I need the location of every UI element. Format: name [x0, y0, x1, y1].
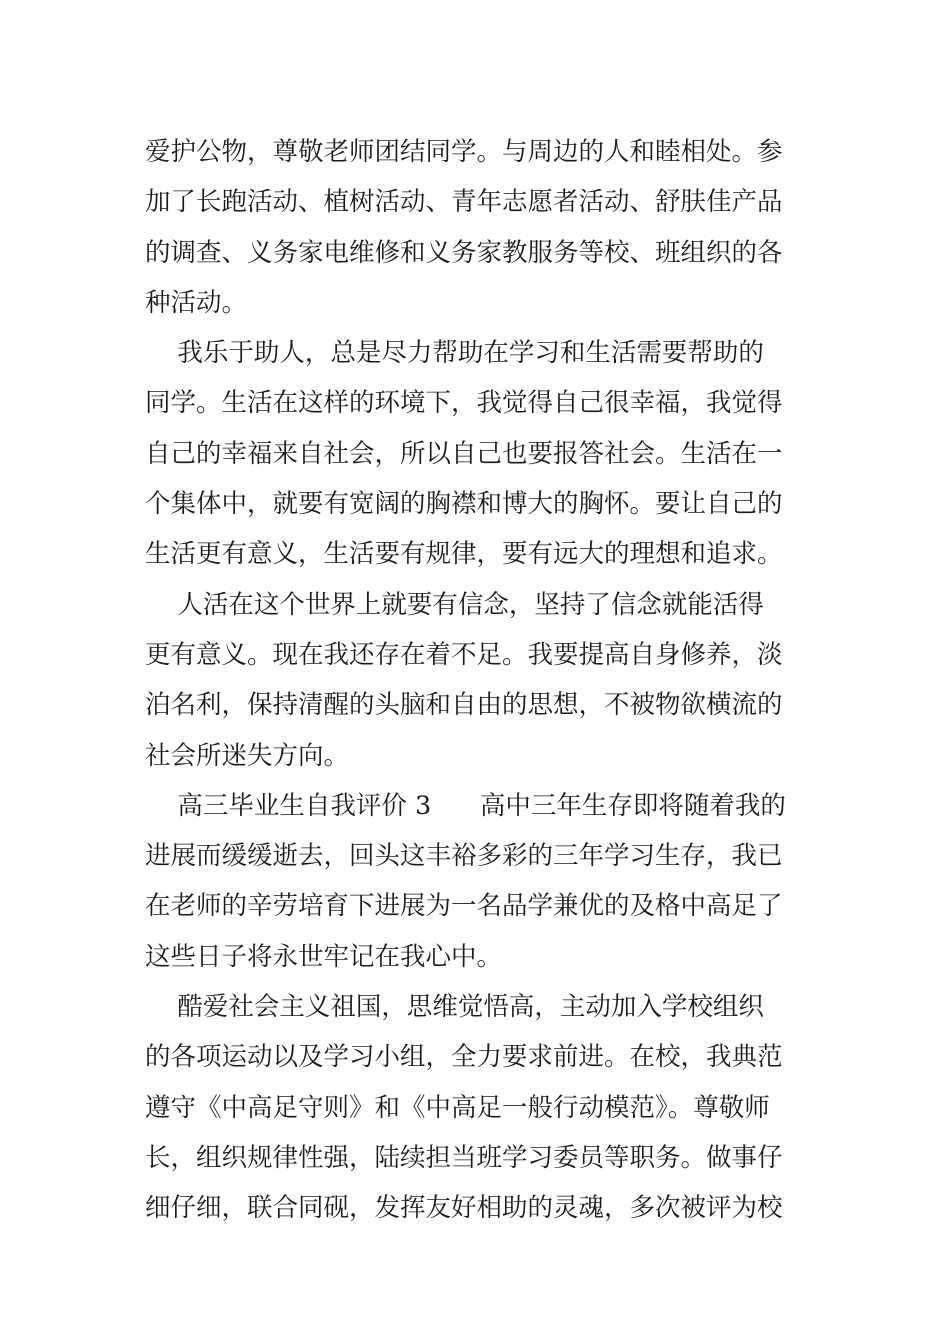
text-line: 的各项运动以及学习小组，全力要求前进。在校，我典范 — [145, 1042, 783, 1073]
text-line: 这些日子将永世牢记在我心中。 — [145, 941, 503, 972]
text-line: 社会所迷失方向。 — [145, 740, 350, 771]
text-line: 遵守《中高足守则》和《中高足一般行动模范》。尊敬师 — [145, 1092, 770, 1123]
text-line: 酷爱社会主义祖国，思维觉悟高，主动加入学校组织 — [145, 992, 764, 1023]
text-line: 个集体中，就要有宽阔的胸襟和博大的胸怀。要让自己的 — [145, 489, 783, 520]
text-line: 爱护公物，尊敬老师团结同学。与周边的人和睦相处。参 — [145, 137, 783, 167]
text-line: 人活在这个世界上就要有信念，坚持了信念就能活得 — [145, 589, 764, 620]
document-body — [145, 127, 807, 1234]
text-line: 更有意义。现在我还存在着不足。我要提高自身修养，淡 — [145, 639, 783, 670]
text-line: 的调查、义务家电维修和义务家教服务等校、班组织的各 — [145, 237, 783, 268]
text-line: 长，组织规律性强，陆续担当班学习委员等职务。做事仔 — [145, 1142, 783, 1173]
text-line: 自己的幸福来自社会，所以自己也要报答社会。生活在一 — [145, 438, 783, 469]
text-line: 细仔细，联合同砚，发挥友好相助的灵魂，多次被评为校 — [145, 1193, 783, 1224]
text-line: 加了长跑活动、植树活动、青年志愿者活动、舒肤佳产品 — [145, 187, 783, 218]
text-line: 进展而缓缓逝去，回头这丰裕多彩的三年学习生存，我已 — [145, 841, 783, 872]
text-line: 高三毕业生自我评价 3 高中三年生存即将随着我的 — [145, 790, 786, 821]
text-line: 我乐于助人，总是尽力帮助在学习和生活需要帮助的 — [145, 338, 764, 369]
text-line: 生活更有意义，生活要有规律，要有远大的理想和追求。 — [145, 539, 783, 570]
text-line: 泊名利，保持清醒的头脑和自由的思想，不被物欲横流的 — [145, 690, 783, 721]
text-line: 在老师的辛劳培育下进展为一名品学兼优的及格中高足了 — [145, 891, 783, 922]
text-line: 同学。生活在这样的环境下，我觉得自己很幸福，我觉得 — [145, 388, 783, 419]
text-line: 种活动。 — [145, 287, 248, 318]
